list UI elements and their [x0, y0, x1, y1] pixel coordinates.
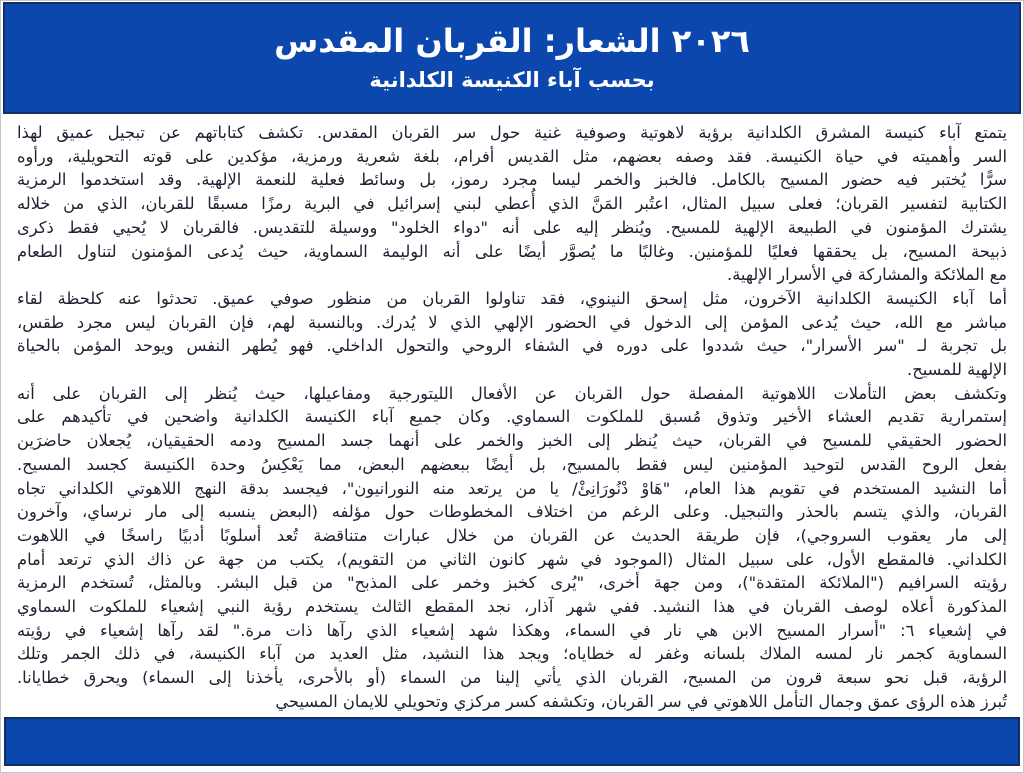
text-line: وتكشف بعض التأملات اللاهوتية المفصلة حول القربان عن الأفعال الليتورجية ومفاعيلها، حيث يُنظر إلى القربان على أنه [17, 383, 1007, 403]
text-line: الكلداني. فالمقطع الأول، على سبيل المثال (الموجود في شهر كانون الثاني من التقويم)، يكتب من جهة عن ذاك الذي ترتعد أمام [17, 549, 1007, 569]
article-body [17, 121, 1007, 714]
text-line: الكتابية لتفسير القربان؛ فعلى سبيل المثال، اعتُبر المَنَّ الذي أُعطي لبني إسرائيل في البرية رمزًا مسبقًا للقربان، الذي من خلاله [17, 194, 1007, 214]
text-line: مباشر مع الله، حيث يُدعى المؤمن إلى الدخول في الحضور الإلهي الذي لا يُدرك. وبالنسبة لهم، فإن القربان ليس مجرد طقس، [17, 312, 1007, 332]
text-line: سرًّا يُختبر فيه حضور المسيح بالكامل. فالخبز والخمر ليسا مجرد رموز، بل وسائط فعلية للنعمة الإلهية. وقد استخدموا الرمزية [17, 170, 1007, 190]
text-line: يشترك المؤمنون في الطبيعة الإلهية للمسيح. ويُنظر إليه على أنه "دواء الخلود" ووسيلة للتقديس. فالقربان لا يُحيي فقط ذكرى [17, 217, 1007, 237]
text-line: الإلهية للمسيح. [907, 360, 1007, 380]
text-line: تُبرز هذه الرؤى عمق وجمال التأمل اللاهوتي في سر القربان، وتكشفه كسر مركزي وتحويلي للايمان المسيحي [275, 691, 1007, 711]
text-line: أما النشيد المستخدم في تقويم هذا العام، "هَاوْ دْنُورَانِئْ/ يا من يرتعد منه النورانيون"، فيجسد بدقة النهج اللاهوتي الكلداني تجاه [17, 478, 1007, 498]
text-line: أما آباء الكنيسة الكلدانية الآخرون، مثل إسحق النينوي، فقد تناولوا القربان من منظور صوفي عميق. تحدثوا عنه كلحظة لقاء [17, 288, 1007, 308]
page-title: ٢٠٢٦ الشعار: القربان المقدس [274, 22, 750, 61]
text-line: رؤيته السرافيم ("الملائكة المتقدة")، ومن جهة أخرى، "يُرى كخبز وخمر على المذبح" من قبل البشر. وبالمثل، تُستخدم الرمزية [17, 573, 1007, 593]
footer-bar [4, 717, 1020, 766]
header-banner [3, 2, 1021, 114]
text-line: إستمرارية تقديم العشاء الأخير وتذوق مُسبق للملكوت السماوي. وكان جميع آباء الكنيسة الكلدانية واضحين في تأكيدهم على [17, 407, 1007, 427]
page-subtitle: بحسب آباء الكنيسة الكلدانية [369, 67, 655, 92]
text-line: السماوية كجمر نار لمسه الملاك بلسانه وغفر له خطاياه؛ ويجد هذا النشيد، مثل العديد من آباء الكنيسة، في ذلك الجمر وتلك [17, 644, 1007, 664]
text-line: السر وأهميته في حياة الكنيسة. فقد وصفه بعضهم، مثل القديس أفرام، بلغة شعرية ورمزية، مؤكدين على قوته التحويلية، ورأوه [17, 146, 1007, 166]
text-line: ذبيحة المسيح، بل يحققها فعليًا للمؤمنين. وغالبًا ما يُصوَّر أيضًا على أنه الوليمة السماوية، حيث يُدعى المؤمنون لتناول الطعام [17, 241, 1007, 261]
text-line: مع الملائكة والمشاركة في الأسرار الإلهية. [727, 265, 1007, 285]
text-line: في إشعياء ٦: "أسرار المسيح الابن هي نار في السماء، وهكذا شهد إشعياء الذي رآها ذات مرة." لقد رآها إشعياء في رؤيته [17, 620, 1007, 640]
text-line: الرؤية، قبل نحو سبعة قرون من المسيح، القربان الذي يأتي إلينا من السماء (أو بالأحرى، يأخذنا إلى السماء) ويحرق خطايانا. [17, 668, 1007, 688]
text-line: المذكورة أعلاه لوصف القربان في هذا النشيد. ففي شهر آذار، نجد المقطع الثالث يستخدم رؤية النبي إشعياء للملكوت السماوي [17, 597, 1007, 617]
text-line: القربان، والذي يتسم بالحذر والتبجيل. وعلى الرغم من اختلاف المخطوطات حول مؤلفه (البعض ينسبه إلى مار نرساي، وآخرون [17, 502, 1007, 522]
text-line: يتمتع آباء كنيسة المشرق الكلدانية برؤية لاهوتية وصوفية غنية حول سر القربان المقدس. تكشف كتاباتهم عن تبجيل عميق لهذا [17, 123, 1007, 142]
text-line: الحضور الحقيقي للمسيح في القربان، حيث يُنظر إلى الخبز والخمر على أنهما جسد المسيح ودمه الحقيقيان، يُجعلان حاضرَين [17, 431, 1007, 451]
text-line: بل تجربة لـ "سر الأسرار"، حيث شددوا على دوره في الشفاء الروحي والتحول الداخلي. فهو يُطهر النفس ويوحد المؤمن بالحياة [17, 336, 1007, 356]
text-line: إلى مار يعقوب السروجي)، فإن طريقة الحديث عن القربان من خلال عبارات متناقضة تُعد أسلوبًا أدبيًا راسخًا في اللاهوت [17, 525, 1007, 545]
text-line: بفعل الروح القدس لتوحيد المؤمنين ليس فقط بالمسيح، بل أيضًا ببعضهم البعض، مما يَعْكِسُ وحدة الكنيسة كجسد المسيح. [17, 454, 1007, 474]
